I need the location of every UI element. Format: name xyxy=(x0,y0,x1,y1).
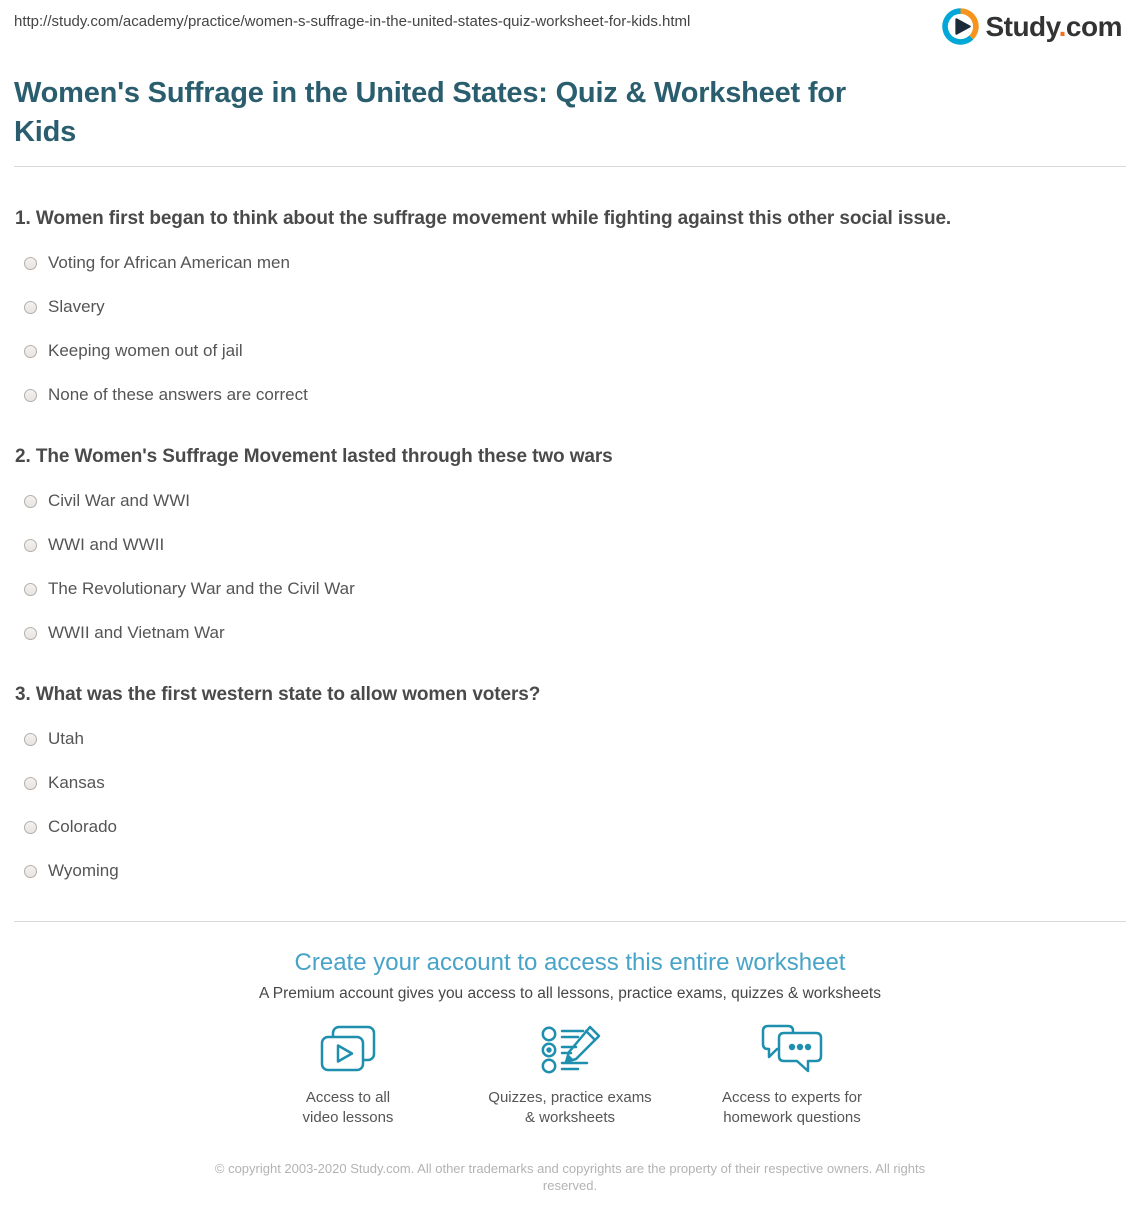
studycom-logo[interactable] xyxy=(942,8,1122,45)
answer-option[interactable] xyxy=(15,535,1125,555)
top-bar xyxy=(0,0,1140,48)
radio-button[interactable] xyxy=(24,345,37,358)
option-label: Utah xyxy=(48,729,84,748)
cta-heading[interactable]: Create your account to access this entire worksheet xyxy=(294,949,846,976)
feature-label: Access to experts for homework questions xyxy=(721,1089,863,1126)
title-divider xyxy=(14,166,1126,167)
option-label: Colorado xyxy=(48,817,117,836)
option-label: WWII and Vietnam War xyxy=(48,623,225,642)
page-title: Women's Suffrage in the United States: Quiz & Worksheet for Kids xyxy=(14,77,846,148)
answer-option[interactable] xyxy=(15,491,1125,511)
option-label: Wyoming xyxy=(48,861,119,880)
radio-button[interactable] xyxy=(24,495,37,508)
feature-quizzes-worksheets[interactable] xyxy=(464,1024,676,1128)
answer-option[interactable] xyxy=(15,861,1125,881)
cta-section xyxy=(0,922,1140,1128)
logo-play-icon xyxy=(942,8,979,45)
feature-label: Quizzes, practice exams & worksheets xyxy=(488,1089,652,1126)
answer-option[interactable] xyxy=(15,297,1125,317)
radio-button[interactable] xyxy=(24,389,37,402)
question-heading: 2. The Women's Suffrage Movement lasted through these two wars xyxy=(15,446,613,467)
answer-option[interactable] xyxy=(15,623,1125,643)
video-lessons-icon xyxy=(317,1024,379,1076)
radio-button[interactable] xyxy=(24,865,37,878)
radio-button[interactable] xyxy=(24,257,37,270)
radio-button[interactable] xyxy=(24,301,37,314)
copyright-text: © copyright 2003-2020 Study.com. All other trademarks and copyrights are the property of their respective owners. All rights reserved. xyxy=(214,1161,926,1193)
question-options xyxy=(15,491,1125,643)
radio-button[interactable] xyxy=(24,627,37,640)
option-label: Slavery xyxy=(48,297,105,316)
feature-label: Access to all video lessons xyxy=(302,1089,394,1126)
radio-button[interactable] xyxy=(24,539,37,552)
feature-row xyxy=(0,1024,1140,1128)
answer-option[interactable] xyxy=(15,253,1125,273)
option-label: The Revolutionary War and the Civil War xyxy=(48,579,355,598)
option-label: WWI and WWII xyxy=(48,535,165,554)
radio-button[interactable] xyxy=(24,821,37,834)
answer-option[interactable] xyxy=(15,385,1125,405)
answer-option[interactable] xyxy=(15,341,1125,361)
page-url: http://study.com/academy/practice/women-s-suffrage-in-the-united-states-quiz-worksheet-for-kids.html xyxy=(14,13,691,30)
feature-expert-help[interactable] xyxy=(686,1024,898,1128)
quiz-pencil-icon xyxy=(538,1024,602,1076)
radio-button[interactable] xyxy=(24,583,37,596)
option-label: Voting for African American men xyxy=(48,253,290,272)
cta-subheading: A Premium account gives you access to all lessons, practice exams, quizzes & worksheets xyxy=(259,985,881,1002)
answer-option[interactable] xyxy=(15,773,1125,793)
question-heading: 3. What was the first western state to allow women voters? xyxy=(15,684,541,705)
question-1 xyxy=(15,207,1125,405)
answer-option[interactable] xyxy=(15,579,1125,599)
answer-option[interactable] xyxy=(15,817,1125,837)
option-label: Keeping women out of jail xyxy=(48,341,243,360)
option-label: Kansas xyxy=(48,773,105,792)
logo-text: Study.com xyxy=(985,10,1122,42)
question-heading: 1. Women first began to think about the suffrage movement while fighting against this other social issue. xyxy=(15,208,952,229)
question-2 xyxy=(15,445,1125,643)
question-options xyxy=(15,729,1125,881)
option-label: Civil War and WWI xyxy=(48,491,190,510)
question-options xyxy=(15,253,1125,405)
chat-bubbles-icon xyxy=(759,1024,825,1076)
option-label: None of these answers are correct xyxy=(48,385,308,404)
answer-option[interactable] xyxy=(15,729,1125,749)
question-3 xyxy=(15,683,1125,881)
radio-button[interactable] xyxy=(24,733,37,746)
feature-video-lessons[interactable] xyxy=(242,1024,454,1128)
radio-button[interactable] xyxy=(24,777,37,790)
